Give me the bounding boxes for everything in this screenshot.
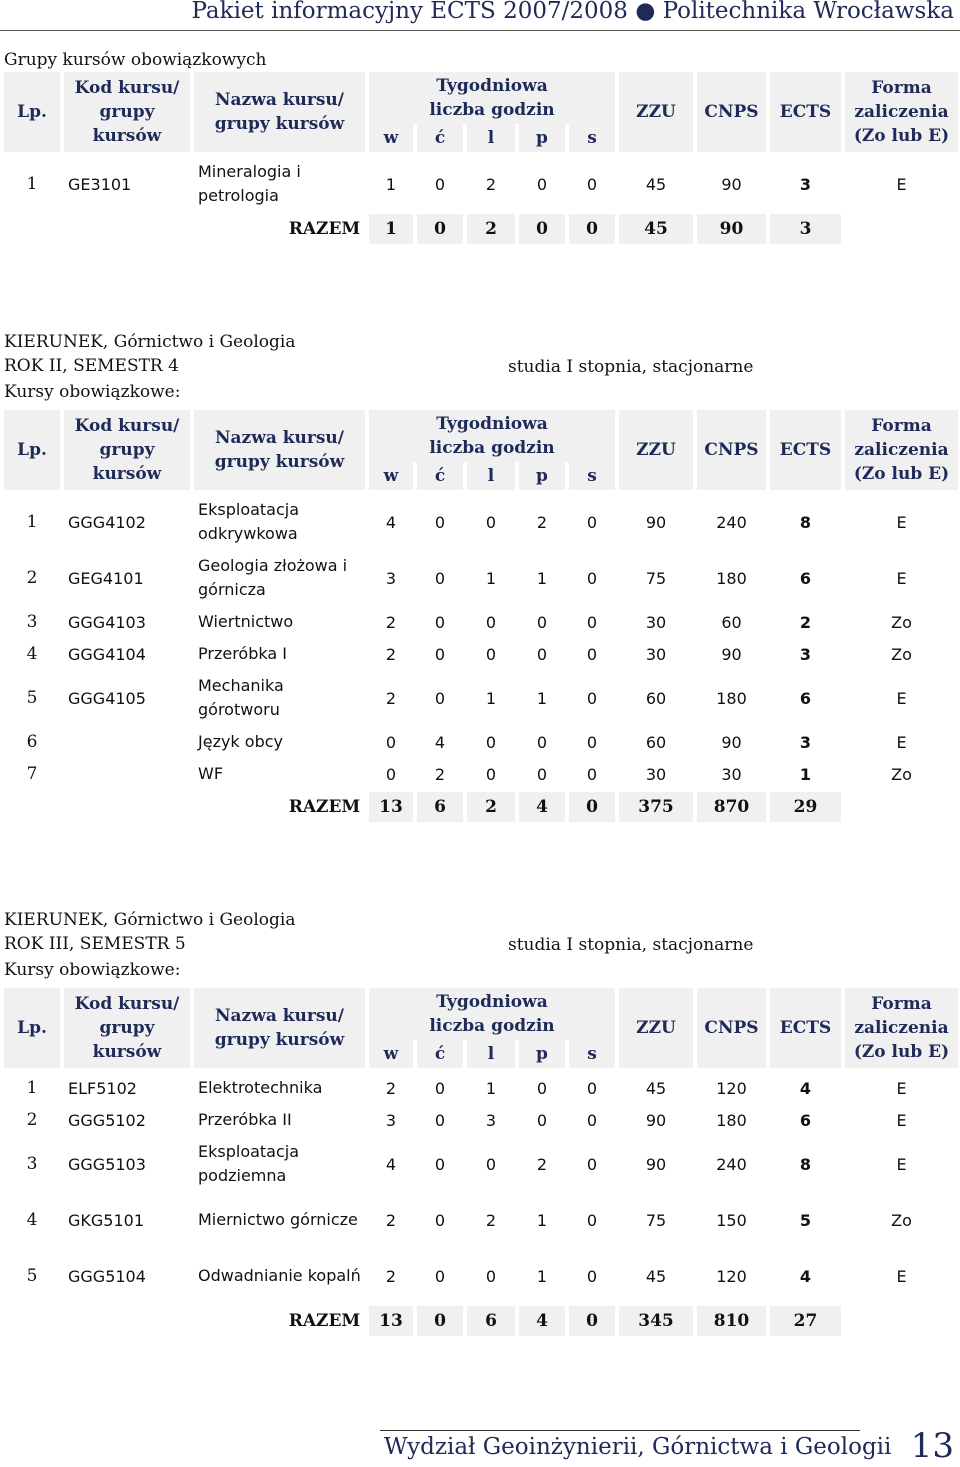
footer-divider xyxy=(380,1430,860,1431)
row-c: 0 xyxy=(434,1210,446,1230)
row-w: 4 xyxy=(385,512,397,532)
total-s: 0 xyxy=(569,214,615,244)
row-l: 0 xyxy=(485,512,497,532)
col-header-kod: Kod kursu/ grupy kursów xyxy=(64,72,190,152)
row-cnps: 180 xyxy=(716,568,747,588)
row-course-code: GKG5101 xyxy=(68,1210,145,1230)
table-row xyxy=(0,1136,960,1192)
row-c: 0 xyxy=(434,174,446,194)
row-p: 0 xyxy=(536,644,548,664)
row-cnps: 180 xyxy=(716,1110,747,1130)
col-header-ects: ECTS xyxy=(770,988,841,1068)
rok-label: ROK III, SEMESTR 5 xyxy=(4,934,186,954)
row-w: 2 xyxy=(385,688,397,708)
row-s: 0 xyxy=(586,644,598,664)
page-number: 13 xyxy=(910,1426,954,1466)
row-zzu: 45 xyxy=(645,1078,667,1098)
col-header-s: s xyxy=(569,1040,615,1068)
row-w: 0 xyxy=(385,732,397,752)
row-lp: 4 xyxy=(26,1210,38,1230)
total-row xyxy=(0,214,960,244)
row-zzu: 45 xyxy=(645,174,667,194)
col-header-zzu: ZZU xyxy=(619,988,693,1068)
row-forma: Zo xyxy=(891,612,912,632)
row-l: 0 xyxy=(485,644,497,664)
row-c: 0 xyxy=(434,1078,446,1098)
row-p: 0 xyxy=(536,732,548,752)
row-cnps: 120 xyxy=(716,1266,747,1286)
row-w: 0 xyxy=(385,764,397,784)
col-header-c: ć xyxy=(417,1040,463,1068)
row-course-name: Mineralogia i petrologia xyxy=(198,162,301,205)
page-header-title: Pakiet informacyjny ECTS 2007/2008 ● Politechnika Wrocławska xyxy=(191,0,954,24)
row-course-code: GE3101 xyxy=(68,174,132,194)
total-ects: 27 xyxy=(770,1306,841,1336)
col-header-ects: ECTS xyxy=(770,410,841,490)
row-w: 2 xyxy=(385,644,397,664)
row-zzu: 30 xyxy=(645,764,667,784)
row-zzu: 60 xyxy=(645,732,667,752)
row-lp: 5 xyxy=(26,1266,38,1286)
total-ects: 29 xyxy=(770,792,841,822)
row-course-name: Eksploatacja odkrywkowa xyxy=(198,500,300,543)
row-course-name: Geologia złożowa i górnicza xyxy=(198,556,348,599)
col-header-forma: Forma zaliczenia (Zo lub E) xyxy=(845,410,958,490)
row-lp: 1 xyxy=(26,1078,38,1098)
row-l: 3 xyxy=(485,1110,497,1130)
row-ects: 1 xyxy=(799,764,812,784)
row-l: 0 xyxy=(485,764,497,784)
col-header-p: p xyxy=(519,462,565,490)
row-zzu: 75 xyxy=(645,568,667,588)
row-p: 0 xyxy=(536,612,548,632)
col-header-lp: Lp. xyxy=(4,72,60,152)
col-header-ects: ECTS xyxy=(770,72,841,152)
row-w: 2 xyxy=(385,1078,397,1098)
total-ects: 3 xyxy=(770,214,841,244)
row-s: 0 xyxy=(586,732,598,752)
row-ects: 3 xyxy=(799,174,812,194)
row-forma: E xyxy=(896,688,907,708)
row-course-code xyxy=(64,758,190,790)
row-c: 0 xyxy=(434,644,446,664)
row-s: 0 xyxy=(586,568,598,588)
row-zzu: 60 xyxy=(645,688,667,708)
row-course-code: GGG4105 xyxy=(68,688,146,708)
row-course-name: Eksploatacja podziemna xyxy=(198,1142,300,1185)
col-header-s: s xyxy=(569,124,615,152)
total-l: 2 xyxy=(467,792,515,822)
row-ects: 4 xyxy=(799,1266,812,1286)
row-course-code: GGG4103 xyxy=(68,612,146,632)
row-zzu: 30 xyxy=(645,612,667,632)
table-row xyxy=(0,494,960,550)
col-header-cnps: CNPS xyxy=(697,988,766,1068)
table-row xyxy=(0,1248,960,1304)
row-course-code: GGG4102 xyxy=(68,512,146,532)
row-course-name: Miernictwo górnicze xyxy=(198,1210,358,1229)
row-cnps: 150 xyxy=(716,1210,747,1230)
row-ects: 6 xyxy=(799,1110,812,1130)
row-c: 0 xyxy=(434,1110,446,1130)
row-s: 0 xyxy=(586,1110,598,1130)
table-row xyxy=(0,758,960,790)
row-l: 0 xyxy=(485,612,497,632)
kierunek-label: KIERUNEK, Górnictwo i Geologia xyxy=(4,332,296,352)
row-c: 0 xyxy=(434,1266,446,1286)
total-cnps: 870 xyxy=(697,792,766,822)
col-header-p: p xyxy=(519,124,565,152)
total-w: 13 xyxy=(369,792,413,822)
table-row xyxy=(0,606,960,638)
total-w: 13 xyxy=(369,1306,413,1336)
row-c: 0 xyxy=(434,1154,446,1174)
col-header-nazwa: Nazwa kursu/ grupy kursów xyxy=(194,410,365,490)
row-forma: E xyxy=(896,174,907,194)
row-s: 0 xyxy=(586,1154,598,1174)
row-cnps: 180 xyxy=(716,688,747,708)
col-header-kod: Kod kursu/ grupy kursów xyxy=(64,988,190,1068)
row-c: 0 xyxy=(434,688,446,708)
row-lp: 4 xyxy=(26,644,38,664)
table-row xyxy=(0,1104,960,1136)
col-header-kod: Kod kursu/ grupy kursów xyxy=(64,410,190,490)
row-forma: Zo xyxy=(891,1210,912,1230)
row-l: 2 xyxy=(485,174,497,194)
col-header-l: l xyxy=(467,462,515,490)
total-label: RAZEM xyxy=(288,219,361,239)
table-row xyxy=(0,1192,960,1248)
studia-label: studia I stopnia, stacjonarne xyxy=(508,935,754,955)
col-header-w: w xyxy=(369,462,413,490)
row-l: 0 xyxy=(485,1154,497,1174)
col-header-c: ć xyxy=(417,462,463,490)
row-s: 0 xyxy=(586,512,598,532)
row-zzu: 90 xyxy=(645,512,667,532)
row-p: 1 xyxy=(536,1266,548,1286)
col-header-w: w xyxy=(369,124,413,152)
row-course-name: Przeróbka II xyxy=(198,1110,292,1129)
row-l: 2 xyxy=(485,1210,497,1230)
row-zzu: 45 xyxy=(645,1266,667,1286)
row-c: 0 xyxy=(434,512,446,532)
row-course-code: GEG4101 xyxy=(68,568,144,588)
rok-label: ROK II, SEMESTR 4 xyxy=(4,356,179,376)
row-ects: 3 xyxy=(799,732,812,752)
total-row xyxy=(0,1306,960,1336)
col-header-lp: Lp. xyxy=(4,988,60,1068)
table-row xyxy=(0,1072,960,1104)
row-s: 0 xyxy=(586,1266,598,1286)
col-header-forma: Forma zaliczenia (Zo lub E) xyxy=(845,988,958,1068)
row-cnps: 30 xyxy=(721,764,742,784)
row-w: 2 xyxy=(385,612,397,632)
total-c: 6 xyxy=(417,792,463,822)
row-w: 2 xyxy=(385,1266,397,1286)
total-l: 2 xyxy=(467,214,515,244)
row-s: 0 xyxy=(586,1078,598,1098)
col-header-zzu: ZZU xyxy=(619,72,693,152)
row-ects: 4 xyxy=(799,1078,812,1098)
row-c: 2 xyxy=(434,764,446,784)
row-forma: E xyxy=(896,1110,907,1130)
row-course-code: GGG4104 xyxy=(68,644,146,664)
row-s: 0 xyxy=(586,174,598,194)
row-zzu: 90 xyxy=(645,1110,667,1130)
row-course-code: GGG5102 xyxy=(68,1110,146,1130)
total-p: 4 xyxy=(519,792,565,822)
row-zzu: 30 xyxy=(645,644,667,664)
row-p: 0 xyxy=(536,1110,548,1130)
row-w: 2 xyxy=(385,1210,397,1230)
row-forma: E xyxy=(896,1078,907,1098)
col-header-zzu: ZZU xyxy=(619,410,693,490)
col-header-nazwa: Nazwa kursu/ grupy kursów xyxy=(194,988,365,1068)
row-p: 2 xyxy=(536,1154,548,1174)
row-w: 3 xyxy=(385,1110,397,1130)
row-ects: 8 xyxy=(799,1154,812,1174)
row-cnps: 120 xyxy=(716,1078,747,1098)
row-lp: 7 xyxy=(26,764,38,784)
row-l: 0 xyxy=(485,732,497,752)
kursy-label: Kursy obowiązkowe: xyxy=(4,382,181,402)
row-lp: 2 xyxy=(26,1110,38,1130)
row-course-code: ELF5102 xyxy=(68,1078,137,1098)
col-header-l: l xyxy=(467,124,515,152)
total-zzu: 345 xyxy=(619,1306,693,1336)
courses-table-3 xyxy=(0,988,960,1348)
row-p: 1 xyxy=(536,1210,548,1230)
col-header-c: ć xyxy=(417,124,463,152)
col-header-w: w xyxy=(369,1040,413,1068)
row-lp: 1 xyxy=(26,512,38,532)
row-cnps: 90 xyxy=(721,732,742,752)
total-c: 0 xyxy=(417,1306,463,1336)
row-ects: 6 xyxy=(799,688,812,708)
row-course-name: Elektrotechnika xyxy=(198,1078,323,1097)
col-header-p: p xyxy=(519,1040,565,1068)
row-p: 0 xyxy=(536,1078,548,1098)
kursy-label: Kursy obowiązkowe: xyxy=(4,960,181,980)
col-header-s: s xyxy=(569,462,615,490)
col-header-lp: Lp. xyxy=(4,410,60,490)
row-forma: Zo xyxy=(891,764,912,784)
total-zzu: 375 xyxy=(619,792,693,822)
col-header-forma: Forma zaliczenia (Zo lub E) xyxy=(845,72,958,152)
total-p: 0 xyxy=(519,214,565,244)
row-course-name: Wiertnictwo xyxy=(198,612,294,631)
row-forma: E xyxy=(896,512,907,532)
courses-table-1 xyxy=(0,72,960,252)
row-ects: 2 xyxy=(799,612,812,632)
row-forma: E xyxy=(896,568,907,588)
row-l: 1 xyxy=(485,688,497,708)
row-cnps: 90 xyxy=(721,174,742,194)
row-course-name: Język obcy xyxy=(198,732,283,751)
row-l: 1 xyxy=(485,1078,497,1098)
row-w: 1 xyxy=(385,174,397,194)
table-row xyxy=(0,726,960,758)
col-header-tygodniowa: Tygodniowa liczba godzin xyxy=(369,72,615,124)
total-l: 6 xyxy=(467,1306,515,1336)
row-w: 3 xyxy=(385,568,397,588)
total-zzu: 45 xyxy=(619,214,693,244)
col-header-l: l xyxy=(467,1040,515,1068)
row-lp: 1 xyxy=(26,174,38,194)
row-forma: Zo xyxy=(891,644,912,664)
total-label: RAZEM xyxy=(288,797,361,817)
row-p: 1 xyxy=(536,688,548,708)
row-ects: 8 xyxy=(799,512,812,532)
row-s: 0 xyxy=(586,688,598,708)
row-lp: 5 xyxy=(26,688,38,708)
row-course-name: WF xyxy=(198,764,224,783)
total-c: 0 xyxy=(417,214,463,244)
col-header-cnps: CNPS xyxy=(697,410,766,490)
row-lp: 3 xyxy=(26,1154,38,1174)
row-l: 1 xyxy=(485,568,497,588)
row-zzu: 90 xyxy=(645,1154,667,1174)
row-cnps: 90 xyxy=(721,644,742,664)
row-cnps: 240 xyxy=(716,1154,747,1174)
row-c: 4 xyxy=(434,732,446,752)
row-p: 2 xyxy=(536,512,548,532)
row-p: 0 xyxy=(536,174,548,194)
total-w: 1 xyxy=(369,214,413,244)
total-p: 4 xyxy=(519,1306,565,1336)
kierunek-label: KIERUNEK, Górnictwo i Geologia xyxy=(4,910,296,930)
row-l: 0 xyxy=(485,1266,497,1286)
row-c: 0 xyxy=(434,612,446,632)
row-w: 4 xyxy=(385,1154,397,1174)
total-cnps: 810 xyxy=(697,1306,766,1336)
row-p: 1 xyxy=(536,568,548,588)
total-cnps: 90 xyxy=(697,214,766,244)
row-ects: 3 xyxy=(799,644,812,664)
table-row xyxy=(0,550,960,606)
table-row xyxy=(0,156,960,212)
row-course-name: Odwadnianie kopalń xyxy=(198,1266,361,1285)
total-s: 0 xyxy=(569,792,615,822)
row-forma: E xyxy=(896,1266,907,1286)
total-s: 0 xyxy=(569,1306,615,1336)
total-label: RAZEM xyxy=(288,1311,361,1331)
studia-label: studia I stopnia, stacjonarne xyxy=(508,357,754,377)
row-zzu: 75 xyxy=(645,1210,667,1230)
total-row xyxy=(0,792,960,822)
courses-table-2 xyxy=(0,410,960,830)
row-cnps: 240 xyxy=(716,512,747,532)
row-c: 0 xyxy=(434,568,446,588)
col-header-tygodniowa: Tygodniowa liczba godzin xyxy=(369,988,615,1040)
row-lp: 3 xyxy=(26,612,38,632)
row-s: 0 xyxy=(586,1210,598,1230)
row-course-name: Przeróbka I xyxy=(198,644,287,663)
row-s: 0 xyxy=(586,612,598,632)
col-header-cnps: CNPS xyxy=(697,72,766,152)
row-course-code xyxy=(64,726,190,758)
footer-faculty: Wydział Geoinżynierii, Górnictwa i Geologii xyxy=(384,1434,892,1460)
section-title: Grupy kursów obowiązkowych xyxy=(4,50,267,70)
row-course-code: GGG5104 xyxy=(68,1266,146,1286)
col-header-nazwa: Nazwa kursu/ grupy kursów xyxy=(194,72,365,152)
row-cnps: 60 xyxy=(721,612,742,632)
col-header-tygodniowa: Tygodniowa liczba godzin xyxy=(369,410,615,462)
header-divider xyxy=(0,30,960,31)
row-forma: E xyxy=(896,1154,907,1174)
table-row xyxy=(0,670,960,726)
table-row xyxy=(0,638,960,670)
row-lp: 2 xyxy=(26,568,38,588)
row-p: 0 xyxy=(536,764,548,784)
row-lp: 6 xyxy=(26,732,38,752)
row-s: 0 xyxy=(586,764,598,784)
row-ects: 5 xyxy=(799,1210,812,1230)
row-ects: 6 xyxy=(799,568,812,588)
row-course-code: GGG5103 xyxy=(68,1154,146,1174)
row-course-name: Mechanika górotworu xyxy=(198,676,284,719)
row-forma: E xyxy=(896,732,907,752)
